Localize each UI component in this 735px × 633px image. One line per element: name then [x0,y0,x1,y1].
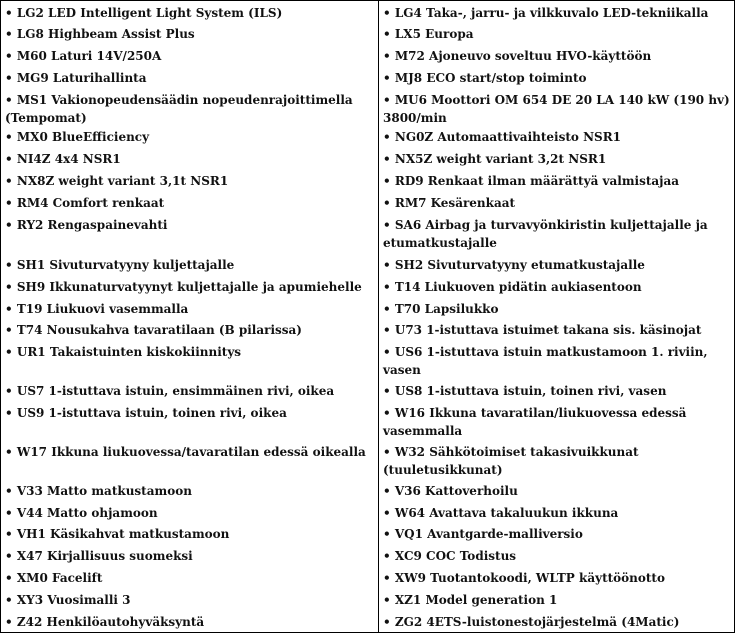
list-item: • RY2 Rengaspainevahti [5,218,168,232]
list-item: • XW9 Tuotantokoodi, WLTP käyttöönotto [383,571,665,585]
list-item: • X47 Kirjallisuus suomeksi [5,549,193,563]
list-item: • RD9 Renkaat ilman määrättyä valmistajaa [383,174,680,188]
list-item: • US7 1-istuttava istuin, ensimmäinen rivi, oikea [5,384,335,398]
list-item: • LX5 Europa [383,27,474,41]
list-item: • M60 Laturi 14V/250A [5,49,162,63]
list-item: • LG4 Taka-, jarru- ja vilkkuvalo LED-tekniikalla [383,6,709,20]
list-item: • T70 Lapsilukko [383,302,499,316]
list-item: • NX5Z weight variant 3,2t NSR1 [383,152,607,166]
list-item: • T14 Liukuoven pidätin aukiasentoon [383,280,642,294]
list-item: • UR1 Takaistuinten kiskokiinnitys [5,345,242,359]
list-item: • XC9 COC Todistus [383,549,517,563]
list-item: • W16 Ikkuna tavaratilan/liukuovessa edessä vasemmalla [383,406,687,438]
list-item: • ZG2 4ETS-luistonestojärjestelmä (4Matic) [383,615,680,629]
list-item: • MG9 Laturihallinta [5,71,147,85]
list-item: • MS1 Vakionopeudensäädin nopeudenrajoittimella (Tempomat) [5,93,353,125]
list-item: • W17 Ikkuna liukuovessa/tavaratilan edessä oikealla [5,445,366,459]
list-item: • NG0Z Automaattivaihteisto NSR1 [383,130,622,144]
list-item: • T74 Nousukahva tavaratilaan (B pilarissa) [5,323,302,337]
list-item: • VQ1 Avantgarde-malliversio [383,527,583,541]
list-item: • MU6 Moottori OM 654 DE 20 LA 140 kW (190 hv) 3800/min [383,93,730,125]
list-item: • MX0 BlueEfficiency [5,130,150,144]
list-item: • NI4Z 4x4 NSR1 [5,152,121,166]
list-item: • V33 Matto matkustamoon [5,484,192,498]
list-item: • V44 Matto ohjamoon [5,506,158,520]
list-item: • U73 1-istuttava istuimet takana sis. käsinojat [383,323,702,337]
list-item: • LG8 Highbeam Assist Plus [5,27,195,41]
list-item: • W32 Sähkötoimiset takasivuikkunat (tuuletusikkunat) [383,445,639,477]
list-item: • XZ1 Model generation 1 [383,593,558,607]
list-item: • XM0 Facelift [5,571,103,585]
list-item: • RM4 Comfort renkaat [5,196,165,210]
list-item: • W64 Avattava takaluukun ikkuna [383,506,619,520]
list-item: • MJ8 ECO start/stop toiminto [383,71,587,85]
list-item: • RM7 Kesärenkaat [383,196,516,210]
list-item: • US8 1-istuttava istuin, toinen rivi, vasen [383,384,667,398]
list-item: • SA6 Airbag ja turvavyönkiristin kuljettajalle ja etumatkustajalle [383,218,708,250]
list-item: • T19 Liukuovi vasemmalla [5,302,189,316]
list-item: • SH9 Ikkunaturvatyynyt kuljettajalle ja apumiehelle [5,280,362,294]
list-item: • Z42 Henkilöautohyväksyntä [5,615,205,629]
list-item: • SH1 Sivuturvatyyny kuljettajalle [5,258,235,272]
list-item: • SH2 Sivuturvatyyny etumatkustajalle [383,258,645,272]
list-item: • LG2 LED Intelligent Light System (ILS) [5,6,283,20]
list-item: • V36 Kattoverhoilu [383,484,518,498]
list-item: • US6 1-istuttava istuin matkustamoon 1. riviin, vasen [383,345,708,377]
column-divider [378,1,379,632]
list-item: • US9 1-istuttava istuin, toinen rivi, oikea [5,406,287,420]
list-item: • M72 Ajoneuvo soveltuu HVO-käyttöön [383,49,652,63]
list-item: • VH1 Käsikahvat matkustamoon [5,527,230,541]
list-item: • NX8Z weight variant 3,1t NSR1 [5,174,229,188]
list-item: • XY3 Vuosimalli 3 [5,593,131,607]
